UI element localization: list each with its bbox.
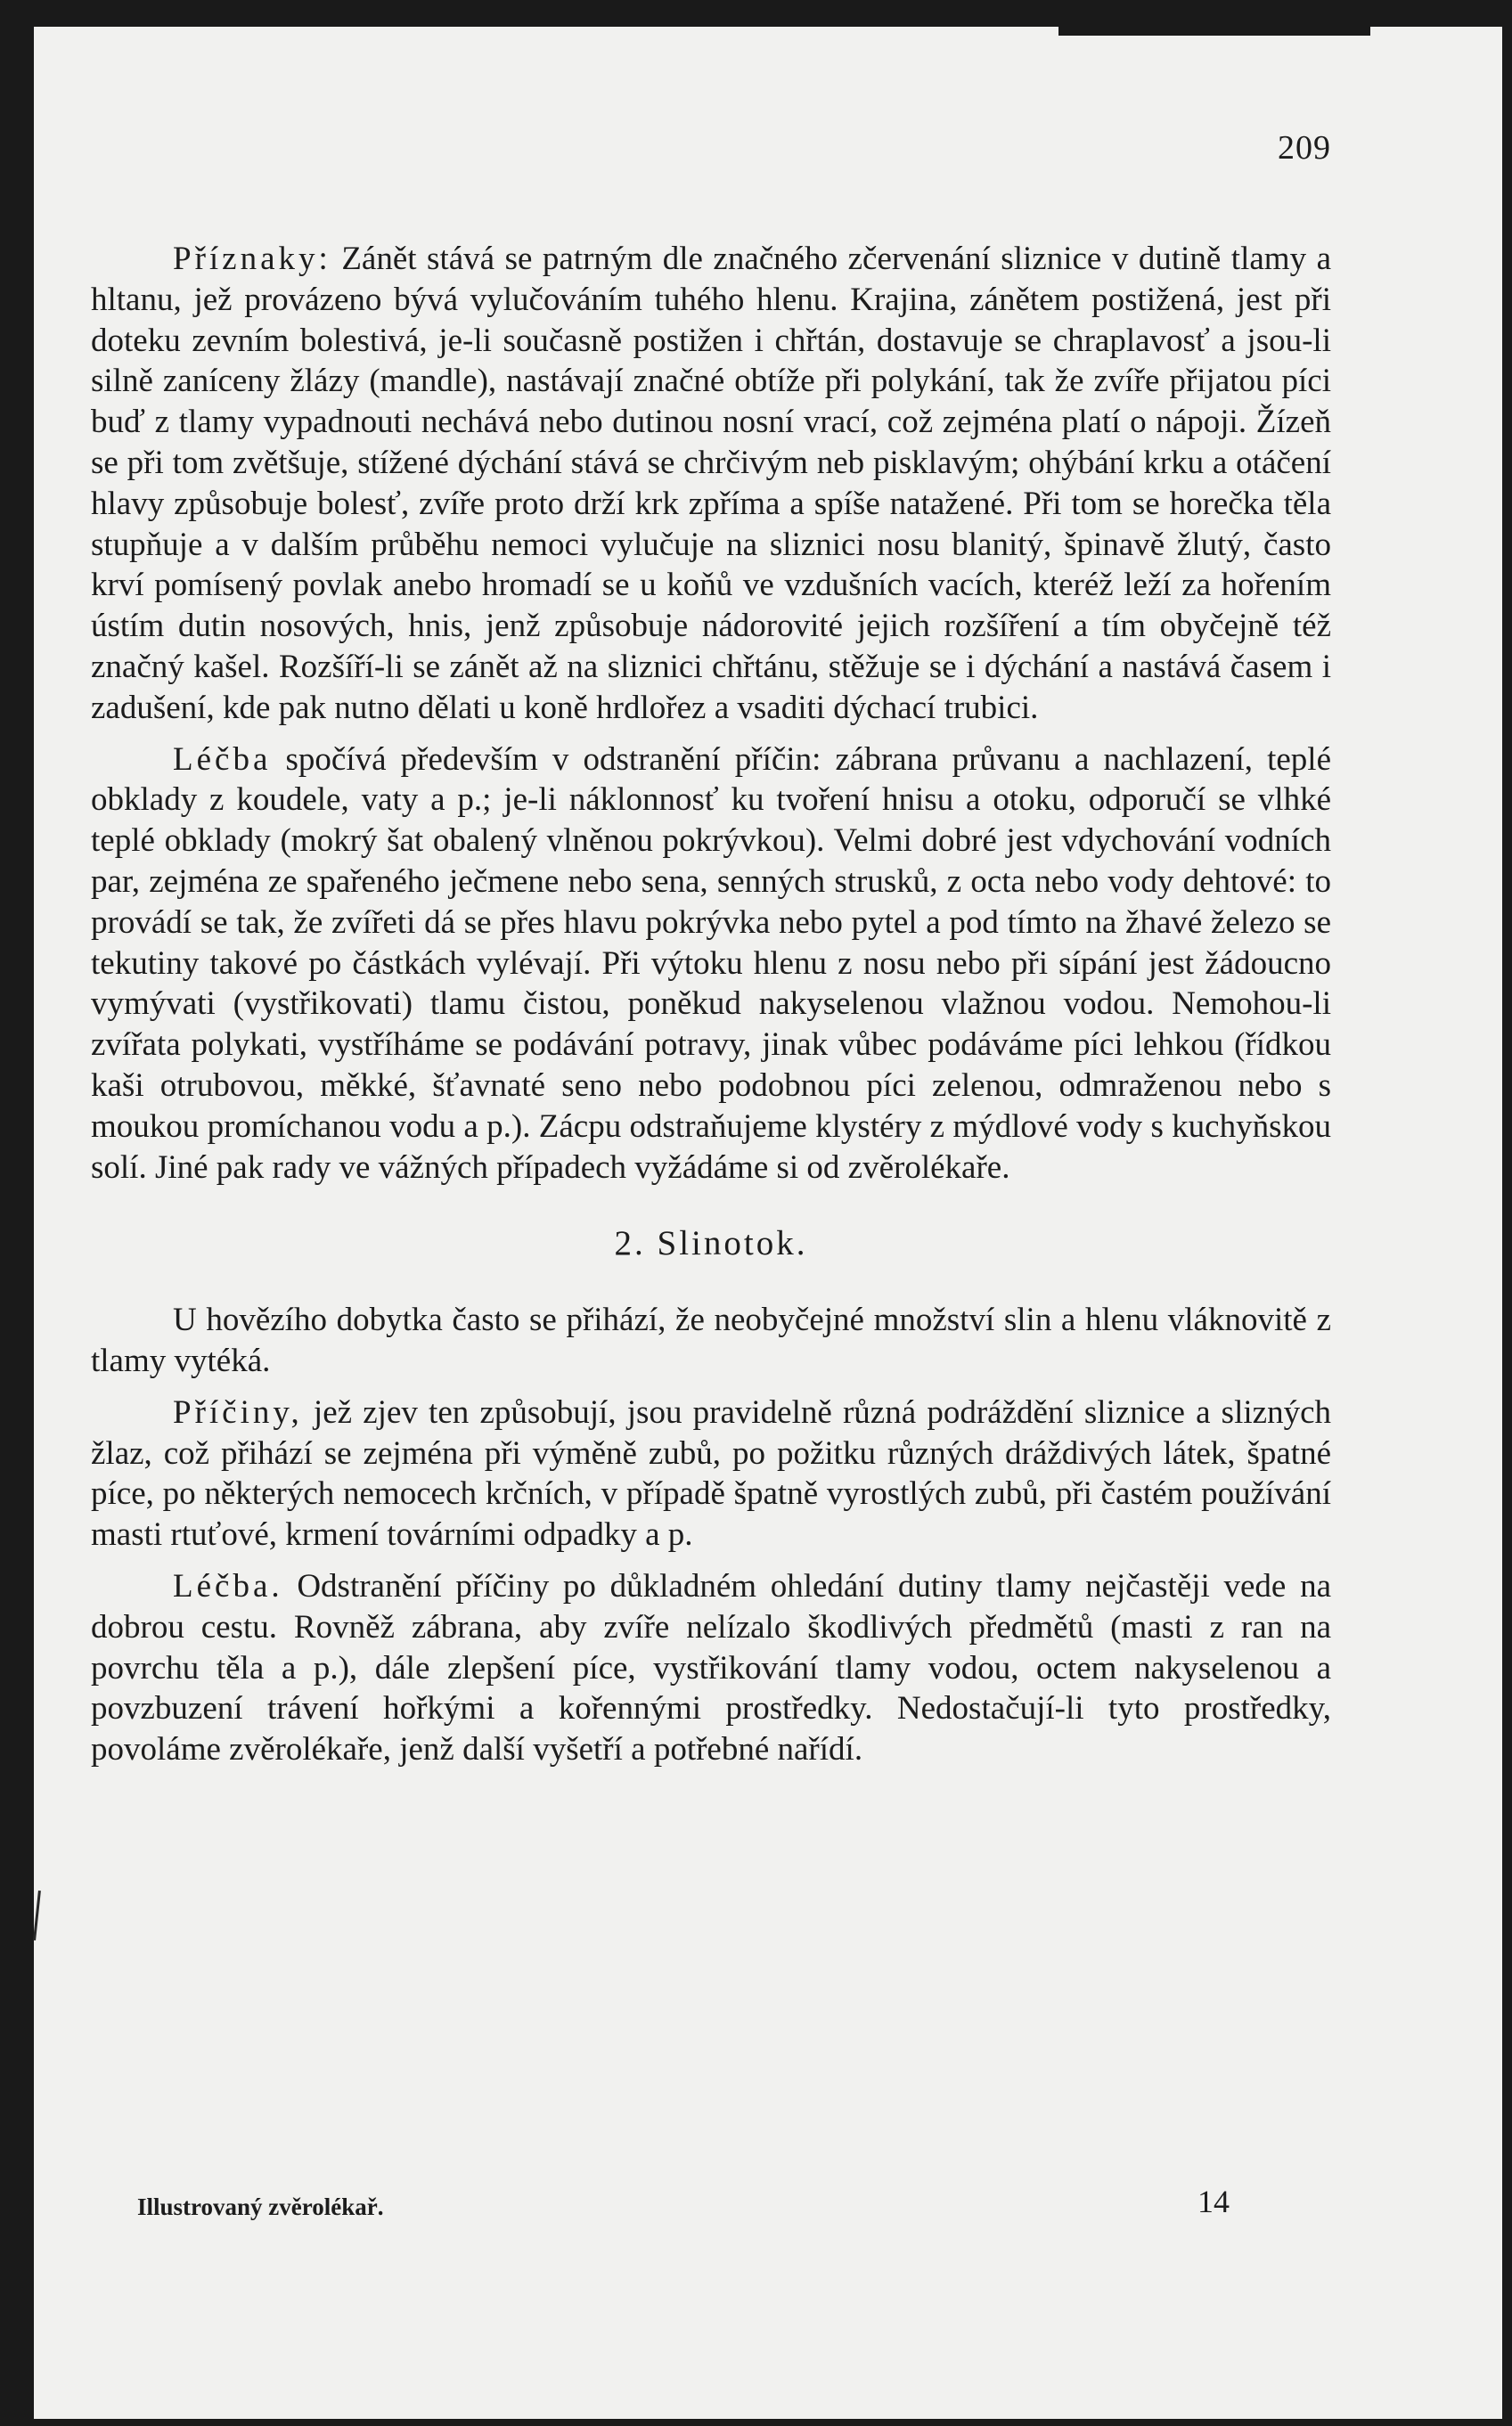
margin-mark <box>33 1891 41 1940</box>
footer-title: Illustrovaný zvěrolékař. <box>137 2193 384 2220</box>
paragraph-causes-text: jež zjev ten způsobují, jsou pravidelně různá podráždění sliznice a slizných žlaz, což přihází se zejména při výměně zubů, po požitku různých dráždivých látek, špatné píce, po některých nemocech krčních, v případě špatně vyrostlých zubů, při častém používání masti rtuťové, krmení továrními odpadky a p. <box>91 1393 1331 1554</box>
paragraph-symptoms-text: Zánět stává se patrným dle značného zčervenání sliznice v dutině tlamy a hltanu, jež provázeno bývá vylučováním tuhého hlenu. Krajina, zánětem postižená, jest při doteku zevním bolestivá, je-li současně postižen i chřtán, dostavuje se chraplavosť a jsou-li silně zaníceny žlázy (mandle), nastávají značné obtíže při polykání, tak že zvíře přijatou píci buď z tlamy vypadnouti nechává nebo dutinou nosní vrací, což zejména platí o nápoji. Žízeň se při tom zvětšuje, stížené dýchání stává se chrčivým neb pisklavým; ohýbání krku a otáčení hlavy způsobuje bolesť, zvíře proto drží krk zpříma a spíše natažené. Při tom se horečka těla stupňuje a v dalším průběhu nemoci vylučuje na sliznici nosu blanitý, špinavě žlutý, často krví pomísený povlak anebo hromadí se u koňů ve vzdušních vacích, kteréž leží za hořením ústím dutin nosových, hnis, jenž způsobuje nádorovité jejich rozšíření a tím obyčejně též značný kašel. Rozšíří-li se zánět až na sliznici chřtánu, stěžuje se i dýchání a nastává časem i zadušení, kde pak nutno dělati u koně hrdlořez a vsaditi dýchací trubici. <box>91 241 1331 726</box>
lead-treatment: Léčba <box>173 740 272 778</box>
scan-edge <box>1058 27 1370 36</box>
lead-treatment-2: Léčba. <box>173 1567 283 1605</box>
paragraph-treatment-text: spočívá především v odstranění příčin: zábrana průvanu a nachlazení, teplé obklady z koudele, vaty a p.; je-li náklonnosť ku tvoření hnisu a otoku, odporučí se vlhké teplé obklady (mokrý šat obalený vlněnou pokrývkou). Velmi dobré jest vdychování vodních par, zejména ze spařeného ječmene nebo sena, senných strusků, z octa nebo vody dehtové: to provádí se tak, že zvířeti dá se přes hlavu pokrývka nebo pytel a pod tímto na žhavé železo se tekutiny takové po částkách vylévají. Při výtoku hlenu z nosu nebo při sípání jest žádoucno vymývati (vystřikovati) tlamu čistou, poněkud nakyselenou vlažnou vodou. Nemohou-li zvířata polykati, vystříháme se podávání potravy, jinak vůbec podáváme píci lehkou (řídkou kaši otrubovou, měkké, šťavnaté seno nebo podobnou píci zelenou, odmraženou nebo s moukou promíchanou vodu a p.). Zácpu odstraňujeme klystéry z mýdlové vody s kuchyňskou solí. Jiné pak rady ve vážných případech vyžádáme si od zvěrolékaře. <box>91 740 1331 1186</box>
lead-symptoms: Příznaky: <box>173 241 331 277</box>
paragraph-symptoms <box>91 239 1331 729</box>
paragraph-treatment-2-text: Odstranění příčiny po důkladném ohledání dutiny tlamy nejčastěji vede na dobrou cestu. Rovněž zábrana, aby zvíře nelízalo škodlivých předmětů (masti z ran na povrchu těla a p.), dále zlepšení píce, vystřikování tlamy vodou, octem nakyselenou a povzbuzení trávení hořkými a kořennými prostředky. Nedostačují-li tyto prostředky, povoláme zvěrolékaře, jenž další vyšetří a potřebné nařídí. <box>91 1567 1331 1768</box>
lead-causes: Příčiny, <box>173 1393 303 1431</box>
book-page <box>34 27 1502 2419</box>
signature-mark: 14 <box>1197 2184 1230 2219</box>
paragraph-causes <box>91 1393 1331 1556</box>
page-number: 209 <box>1278 129 1331 167</box>
paragraph-intro-text: U hovězího dobytka často se přihází, že neobyčejné množství slin a hlenu vláknovitě z tlamy vytéká. <box>91 1302 1331 1379</box>
paragraph-treatment <box>91 739 1331 1188</box>
paragraph-intro <box>91 1300 1331 1382</box>
paragraph-treatment-2 <box>91 1566 1331 1770</box>
body-text <box>91 239 1331 1770</box>
section-heading: 2. Slinotok. <box>614 1224 808 1263</box>
